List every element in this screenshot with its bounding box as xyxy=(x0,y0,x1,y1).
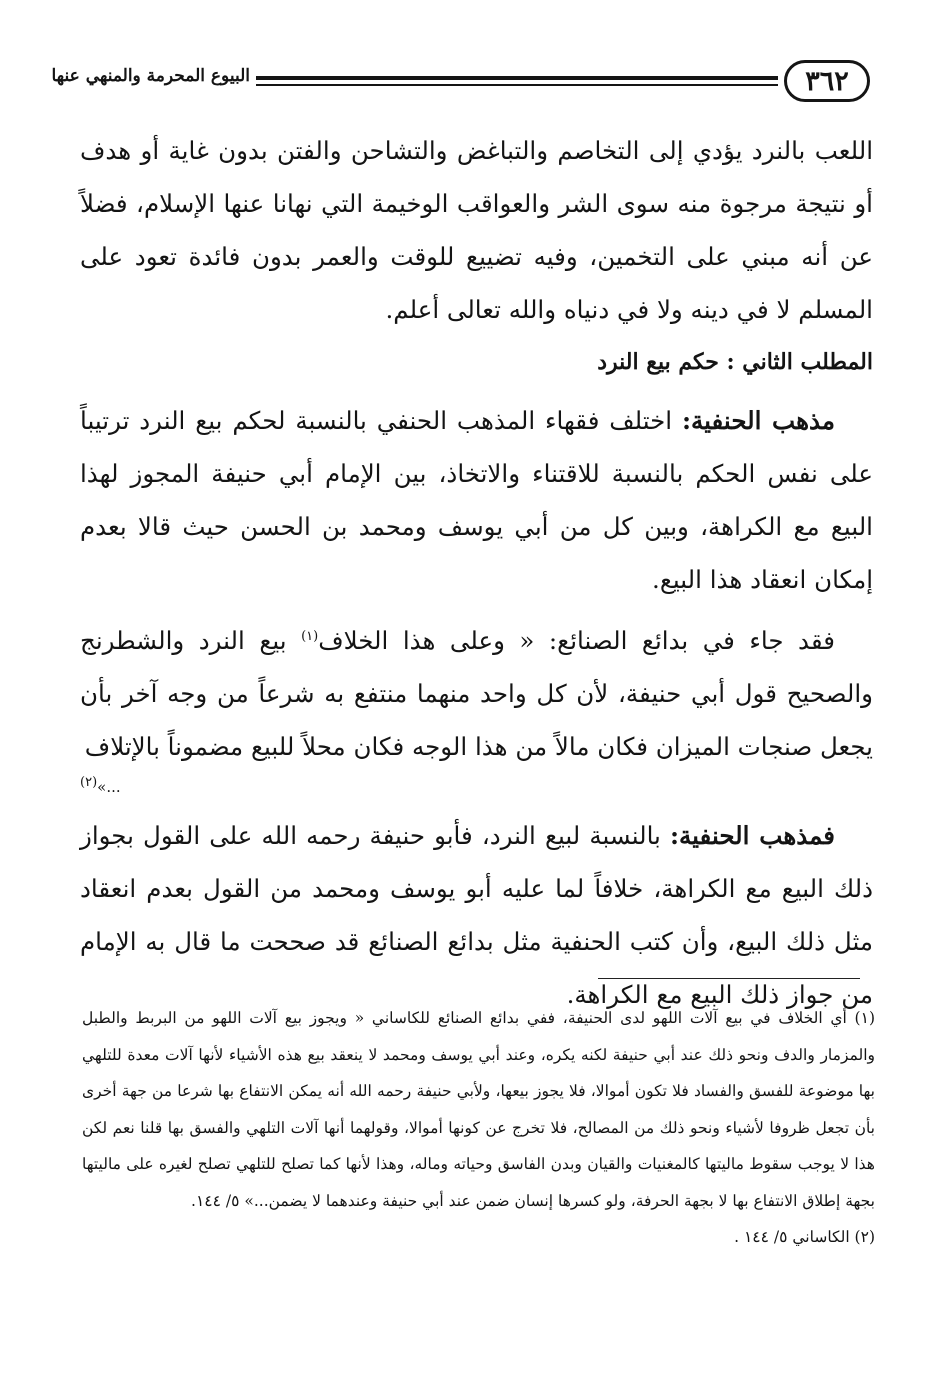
footnote-2: (٢) الكاساني ٥/ ١٤٤ . xyxy=(734,1228,875,1246)
paragraph-lead: فمذهب الحنفية: xyxy=(669,821,835,850)
header-rule xyxy=(256,76,778,80)
footnotes xyxy=(82,1000,875,1256)
footnote-1: (١) أي الخلاف في بيع آلات اللهو لدى الحنيفة، ففي بدائع الصنائع للكاساني « ويجوز بيع آلات اللهو من البربط والطبل والمزمار والدف ونحو ذلك عند أبي حنيفة لكنه يكره، وعند أبي يوسف ومحمد لا ينعقد بيع هذه الأشياء لأنها آلات معدة للتلهي بها موضوعة للفسق والفساد فلا تكون أموالا، فلا يجوز بيعها، ولأبي حنيفة رحمه الله أنه يمكن الانتفاع بها شرعا من جهة أخرى بأن تجعل ظروفا لأشياء ونحو ذلك من المصالح، فلا تخرج عن كونها أموالا، وقولهما أنها آلات التلهي والفسق بها قلنا نعم لكن هذا لا يوجب سقوط ماليتها كالمغنيات والقيان وبدن الفاسق وحياته وماله، وهذا لأنها كما تصلح للتلهي تصلح لغيره على ماليتها بجهة إطلاق الانتفاع بها لا بجهة الحرفة، ولو كسرها إنسان ضمن عند أبي حنيفة وعندهما لا يضمن...» ٥/ ١٤٤. xyxy=(82,1009,875,1210)
quote-ellipsis: ...» xyxy=(97,778,121,796)
quote-text-start: فقد جاء في بدائع الصنائع: « وعلى هذا الخلاف xyxy=(318,626,835,655)
quote-close xyxy=(80,773,873,801)
body-text xyxy=(80,124,873,1021)
hanafi-paragraph xyxy=(80,394,873,606)
intro-paragraph: اللعب بالنرد يؤدي إلى التخاصم والتباغض والتشاحن والفتن بدون غاية أو هدف أو نتيجة مرجوة منه سوى الشر والعواقب الوخيمة التي نهانا عنها الإسلام، فضلاً عن أنه مبني على التخمين، وفيه تضييع للوقت والعمر بدون فائدة تعود على المسلم لا في دينه ولا في دنياه والله تعالى أعلم. xyxy=(80,136,873,324)
footnote-ref-1[interactable]: (١) xyxy=(301,628,319,644)
header-rule-thin xyxy=(256,84,778,86)
paragraph-lead: مذهب الحنفية: xyxy=(681,406,835,435)
badai-quote-paragraph xyxy=(80,614,873,773)
paragraph-text: اختلف فقهاء المذهب الحنفي بالنسبة لحكم بيع النرد ترتيباً على نفس الحكم بالنسبة للاقتناء والاتخاذ، بين الإمام أبي حنيفة المجوز لهذا البيع مع الكراهة، وبين كل من أبي يوسف ومحمد بن الحسن حيث قالا بعدم إمكان انعقاد هذا البيع. xyxy=(80,406,873,594)
section-heading: المطلب الثاني : حكم بيع النرد xyxy=(597,349,873,375)
page-number: ٣٦٢ xyxy=(784,60,870,102)
running-title: البيوع المحرمة والمنهي عنها xyxy=(51,66,250,86)
footnote-ref-2[interactable]: (٢) xyxy=(80,775,98,790)
page-header xyxy=(51,60,870,106)
footnote-divider xyxy=(598,978,860,979)
hanafi-summary-paragraph xyxy=(80,809,873,1021)
paragraph-text: بالنسبة لبيع النرد، فأبو حنيفة رحمه الله على القول بجواز ذلك البيع مع الكراهة، خلافاً لما عليه أبو يوسف ومحمد من القول بعدم انعقاد مثل ذلك البيع، وأن كتب الحنفية مثل بدائع الصنائع قد صححت ما قال به الإمام من جواز ذلك البيع مع الكراهة. xyxy=(80,821,873,1009)
quote-text-end: بيع النرد والشطرنج والصحيح قول أبي حنيفة، لأن كل واحد منهما منتفع به شرعاً من وجه آخر بأن يجعل صنجات الميزان فكان مالاً من هذا الوجه فكان محلاً للبيع مضموناً بالإتلاف xyxy=(80,626,873,761)
